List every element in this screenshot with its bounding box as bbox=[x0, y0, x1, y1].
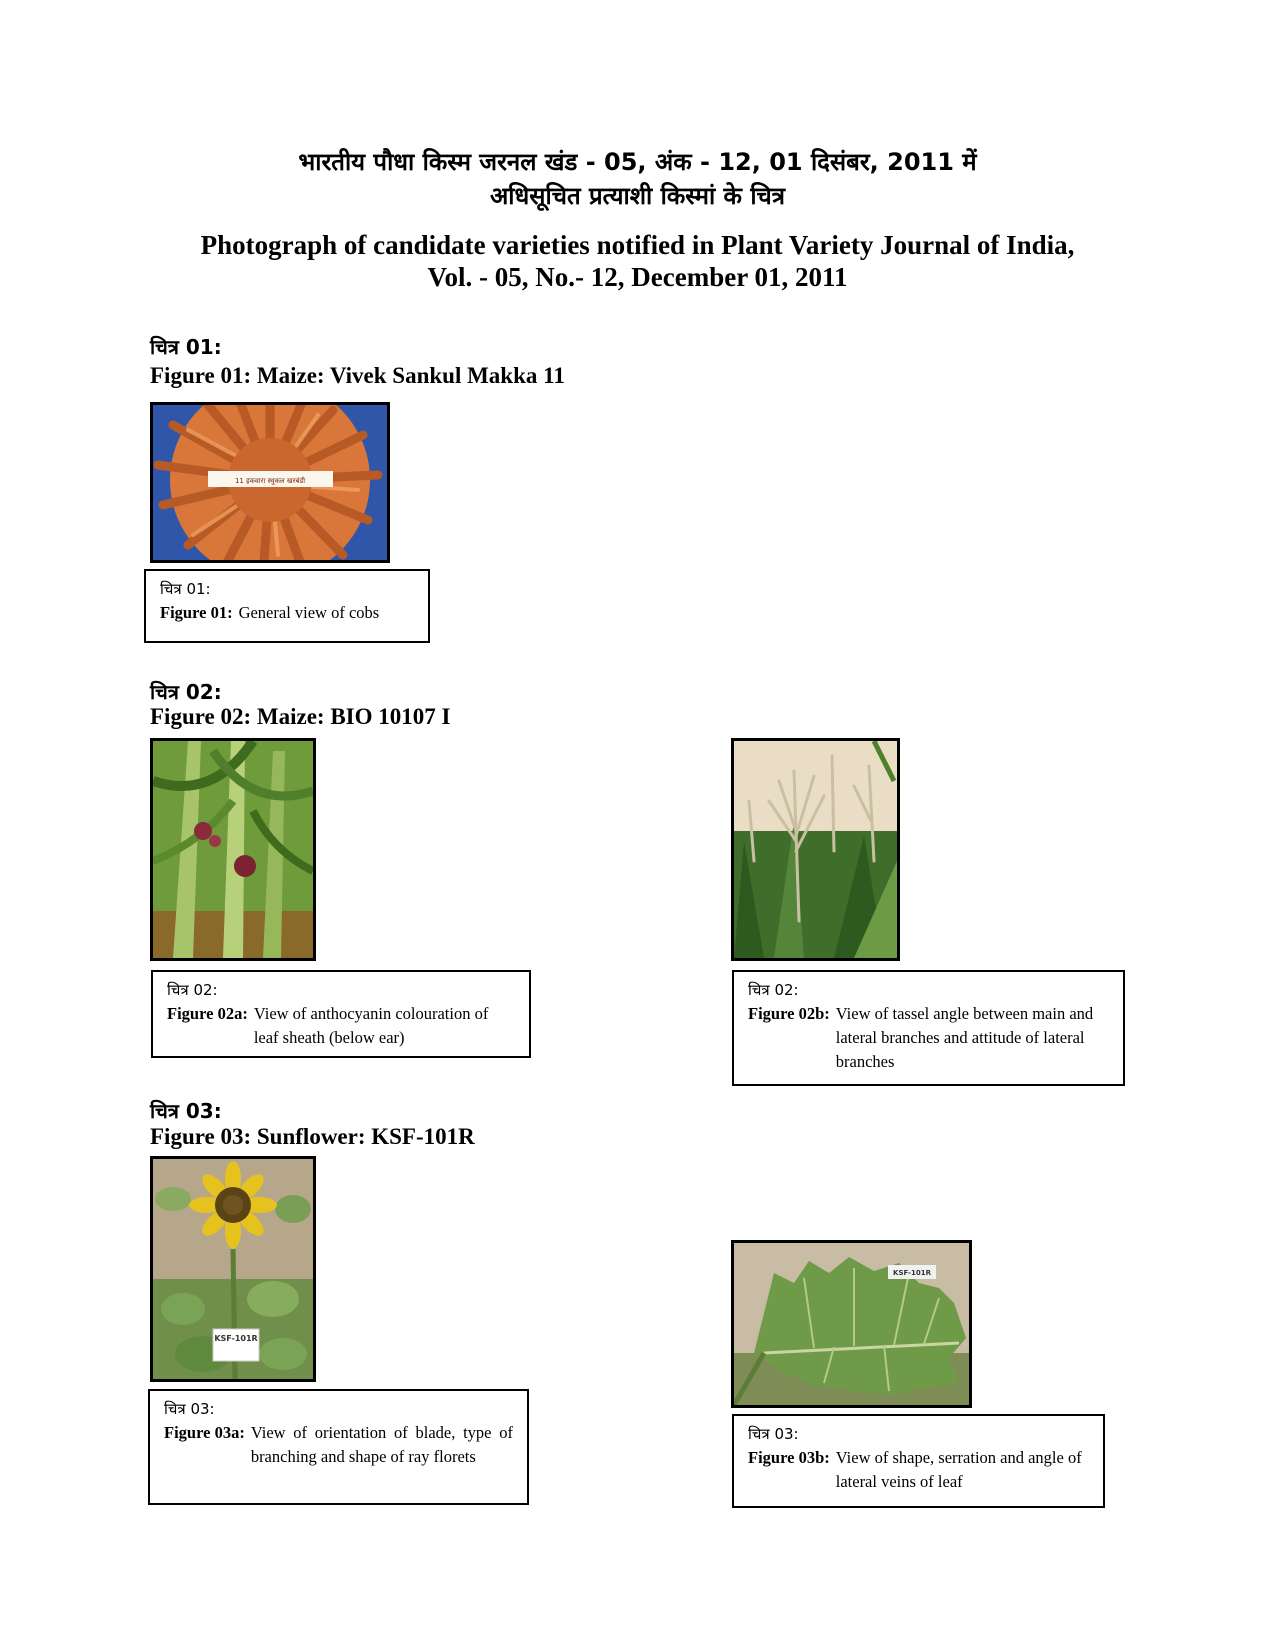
caption-03a-text: View of orientation of blade, type of branching and shape of ray florets bbox=[250, 1423, 513, 1466]
photo-maize-cobs bbox=[150, 402, 390, 563]
caption-02a-text: View of anthocyanin colouration of leaf sheath (below ear) bbox=[253, 1004, 489, 1047]
caption-figure-02b bbox=[732, 970, 1125, 1086]
figure-01-title: Figure 01: Maize: Vivek Sankul Makka 11 bbox=[150, 363, 565, 388]
figure-01-hindi-label: चित्र 01: bbox=[150, 335, 222, 359]
caption-figure-01 bbox=[144, 569, 430, 643]
caption-figure-02a bbox=[151, 970, 531, 1058]
cobs-tag-text: 11 इकवारा स्थुकल खरबंडी bbox=[234, 477, 306, 485]
sunflower-tag-text: KSF-101R bbox=[214, 1334, 258, 1343]
figure-02-title: Figure 02: Maize: BIO 10107 I bbox=[150, 704, 451, 729]
title-hindi-line1: भारतीय पौधा किस्म जरनल खंड - 05, अंक - 12, 01 दिसंबर, 2011 में bbox=[298, 148, 977, 176]
caption-03a-label: Figure 03a: bbox=[164, 1423, 245, 1442]
caption-figure-03b bbox=[732, 1414, 1105, 1508]
figure-02-hindi-label: चित्र 02: bbox=[150, 680, 222, 704]
caption-03a-hindi: चित्र 03: bbox=[164, 1400, 215, 1418]
caption-03b-hindi: चित्र 03: bbox=[748, 1425, 799, 1443]
caption-figure-03a bbox=[148, 1389, 529, 1505]
title-english-line2: Vol. - 05, No.- 12, December 01, 2011 bbox=[427, 262, 848, 292]
title-english-line1: Photograph of candidate varieties notified in Plant Variety Journal of India, bbox=[200, 230, 1075, 260]
caption-02b-hindi: चित्र 02: bbox=[748, 981, 799, 999]
caption-03b-text: View of shape, serration and angle of lateral veins of leaf bbox=[835, 1448, 1082, 1491]
caption-02a-label: Figure 02a: bbox=[167, 1004, 248, 1023]
figure-03-title: Figure 03: Sunflower: KSF-101R bbox=[150, 1124, 475, 1149]
photo-sunflower-leaf bbox=[731, 1240, 972, 1408]
leaf-tag-text: KSF-101R bbox=[893, 1269, 931, 1277]
photo-maize-leaf-sheath bbox=[150, 738, 316, 961]
caption-02b-label: Figure 02b: bbox=[748, 1004, 830, 1023]
photo-sunflower-plant bbox=[150, 1156, 316, 1382]
caption-02a-hindi: चित्र 02: bbox=[167, 981, 218, 999]
caption-01-text: General view of cobs bbox=[238, 603, 380, 622]
photo-maize-tassel bbox=[731, 738, 900, 961]
figure-03-hindi-label: चित्र 03: bbox=[150, 1099, 222, 1123]
caption-01-label: Figure 01: bbox=[160, 603, 233, 622]
caption-01-hindi: चित्र 01: bbox=[160, 580, 211, 598]
title-hindi-line2: अधिसूचित प्रत्याशी किस्मां के चित्र bbox=[489, 182, 786, 210]
caption-03b-label: Figure 03b: bbox=[748, 1448, 830, 1467]
caption-02b-text: View of tassel angle between main and lateral branches and attitude of lateral branches bbox=[835, 1004, 1094, 1071]
